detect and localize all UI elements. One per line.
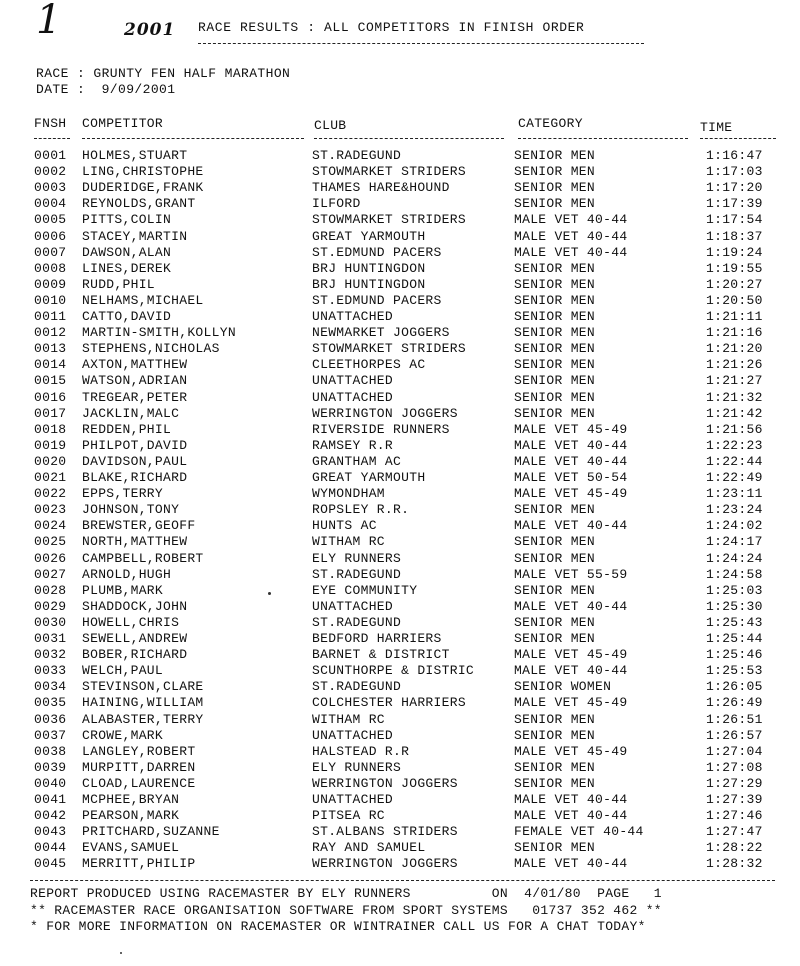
title-divider: [198, 43, 644, 44]
finish-position: 0003: [34, 180, 67, 196]
table-row: [0, 148, 800, 164]
competitor-name: ALABASTER,TERRY: [82, 711, 204, 727]
finish-position: 0037: [34, 727, 67, 743]
finish-position: 0013: [34, 341, 67, 357]
finish-position: 0010: [34, 292, 67, 308]
table-row: [0, 245, 800, 261]
competitor-name: PITTS,COLIN: [82, 212, 172, 228]
finish-position: 0028: [34, 582, 67, 598]
table-row: [0, 341, 800, 357]
club-name: ST.ALBANS STRIDERS: [312, 824, 458, 840]
handwritten-year: 2001: [124, 20, 176, 40]
finish-position: 0029: [34, 598, 67, 614]
competitor-name: MURPITT,DARREN: [82, 759, 196, 775]
finish-time: 1:22:49: [706, 470, 763, 485]
competitor-name: HAINING,WILLIAM: [82, 695, 204, 711]
finish-time: 1:19:55: [706, 260, 763, 276]
finish-position: 0036: [34, 711, 67, 727]
club-name: UNATTACHED: [312, 309, 394, 324]
table-row: [0, 454, 800, 470]
category-label: SENIOR MEN: [514, 373, 596, 389]
category-label: SENIOR MEN: [514, 260, 596, 276]
table-row: [0, 631, 800, 647]
finish-position: 0032: [34, 647, 67, 663]
header-divider: [34, 138, 70, 139]
header-divider: [518, 138, 688, 139]
footer-divider: [30, 880, 775, 881]
category-label: SENIOR MEN: [514, 164, 596, 180]
competitor-name: PLUMB,MARK: [82, 582, 164, 598]
finish-time: 1:28:32: [706, 856, 763, 872]
club-name: ST.EDMUND PACERS: [312, 244, 442, 260]
finish-time: 1:26:05: [706, 679, 763, 695]
table-row: [0, 840, 800, 856]
club-name: BRJ HUNTINGDON: [312, 260, 426, 276]
club-name: WERRINGTON JOGGERS: [312, 856, 458, 872]
club-name: WYMONDHAM: [312, 486, 385, 502]
club-name: EYE COMMUNITY: [312, 582, 418, 598]
finish-position: 0039: [34, 759, 67, 775]
competitor-name: STEPHENS,NICHOLAS: [82, 341, 220, 357]
table-row: [0, 583, 800, 599]
competitor-name: HOLMES,STUART: [82, 148, 188, 163]
finish-time: 1:17:39: [706, 196, 763, 212]
finish-position: 0034: [34, 679, 67, 695]
finish-time: 1:21:42: [706, 405, 763, 421]
category-label: SENIOR MEN: [514, 148, 596, 163]
finish-time: 1:20:27: [706, 276, 763, 292]
table-row: [0, 406, 800, 422]
table-row: [0, 357, 800, 373]
table-row: [0, 164, 800, 180]
category-label: SENIOR MEN: [514, 180, 596, 196]
finish-position: 0012: [34, 325, 67, 341]
finish-position: 0015: [34, 373, 67, 389]
category-label: MALE VET 45-49: [514, 695, 628, 711]
header-fnsh: FNSH: [34, 116, 67, 131]
finish-time: 1:23:24: [706, 502, 763, 518]
club-name: ROPSLEY R.R.: [312, 502, 410, 518]
table-row: [0, 551, 800, 567]
category-label: SENIOR MEN: [514, 502, 596, 518]
competitor-name: MERRITT,PHILIP: [82, 856, 196, 872]
finish-time: 1:17:54: [706, 212, 763, 228]
club-name: ST.RADEGUND: [312, 614, 402, 630]
club-name: THAMES HARE&HOUND: [312, 180, 450, 196]
finish-position: 0011: [34, 309, 67, 324]
club-name: ST.RADEGUND: [312, 148, 402, 163]
finish-position: 0044: [34, 840, 67, 856]
header-category: CATEGORY: [518, 116, 583, 131]
competitor-name: BOBER,RICHARD: [82, 647, 188, 663]
category-label: MALE VET 45-49: [514, 421, 628, 437]
competitor-name: CLOAD,LAURENCE: [82, 775, 196, 791]
club-name: WITHAM RC: [312, 711, 385, 727]
category-label: SENIOR MEN: [514, 196, 596, 212]
club-name: BRJ HUNTINGDON: [312, 276, 426, 292]
finish-position: 0024: [34, 518, 67, 534]
finish-position: 0031: [34, 631, 67, 646]
finish-time: 1:27:29: [706, 775, 763, 791]
finish-time: 1:25:43: [706, 614, 763, 630]
finish-time: 1:19:24: [706, 244, 763, 260]
finish-time: 1:25:03: [706, 582, 763, 598]
header-divider: [314, 138, 504, 139]
club-name: STOWMARKET STRIDERS: [312, 341, 466, 357]
finish-time: 1:22:23: [706, 437, 763, 453]
finish-position: 0008: [34, 260, 67, 276]
finish-position: 0004: [34, 196, 67, 212]
finish-time: 1:21:16: [706, 325, 763, 341]
club-name: RAY AND SAMUEL: [312, 840, 426, 856]
club-name: UNATTACHED: [312, 792, 394, 807]
category-label: SENIOR MEN: [514, 389, 596, 405]
scan-speck: [268, 592, 271, 595]
table-row: [0, 180, 800, 196]
category-label: MALE VET 45-49: [514, 486, 628, 502]
finish-position: 0026: [34, 550, 67, 566]
table-row: [0, 824, 800, 840]
table-row: [0, 390, 800, 406]
club-name: RAMSEY R.R: [312, 437, 394, 453]
finish-position: 0040: [34, 775, 67, 791]
competitor-name: DAVIDSON,PAUL: [82, 453, 188, 469]
category-label: MALE VET 45-49: [514, 647, 628, 663]
table-row: [0, 486, 800, 502]
competitor-name: BREWSTER,GEOFF: [82, 518, 196, 534]
competitor-name: JOHNSON,TONY: [82, 502, 180, 518]
finish-position: 0006: [34, 228, 67, 244]
competitor-name: WELCH,PAUL: [82, 663, 164, 679]
competitor-name: CAMPBELL,ROBERT: [82, 550, 204, 566]
club-name: ELY RUNNERS: [312, 550, 402, 566]
finish-time: 1:21:32: [706, 389, 763, 405]
category-label: MALE VET 40-44: [514, 453, 628, 469]
category-label: SENIOR MEN: [514, 534, 596, 550]
finish-time: 1:21:11: [706, 309, 763, 324]
table-row: [0, 534, 800, 550]
club-name: SCUNTHORPE & DISTRIC: [312, 663, 475, 679]
finish-position: 0023: [34, 502, 67, 518]
finish-position: 0016: [34, 389, 67, 405]
club-name: UNATTACHED: [312, 389, 394, 405]
category-label: SENIOR MEN: [514, 711, 596, 727]
competitor-name: PRITCHARD,SUZANNE: [82, 824, 220, 840]
finish-position: 0045: [34, 856, 67, 872]
table-row: [0, 728, 800, 744]
competitor-name: RUDD,PHIL: [82, 276, 155, 292]
finish-position: 0020: [34, 453, 67, 469]
competitor-name: WATSON,ADRIAN: [82, 373, 188, 389]
club-name: ILFORD: [312, 196, 361, 212]
finish-position: 0027: [34, 566, 67, 582]
competitor-name: REDDEN,PHIL: [82, 421, 172, 437]
category-label: SENIOR MEN: [514, 341, 596, 357]
table-row: [0, 599, 800, 615]
competitor-name: LANGLEY,ROBERT: [82, 743, 196, 759]
report-title: RACE RESULTS : ALL COMPETITORS IN FINISH ORDER: [198, 20, 585, 35]
category-label: SENIOR MEN: [514, 631, 596, 646]
finish-position: 0019: [34, 437, 67, 453]
table-row: [0, 229, 800, 245]
finish-time: 1:25:30: [706, 598, 763, 614]
table-row: [0, 518, 800, 534]
table-row: [0, 712, 800, 728]
competitor-name: BLAKE,RICHARD: [82, 470, 188, 485]
race-date-line: DATE : 9/09/2001: [36, 82, 176, 97]
finish-time: 1:25:44: [706, 631, 763, 646]
club-name: CLEETHORPES AC: [312, 357, 426, 373]
club-name: UNATTACHED: [312, 373, 394, 389]
club-name: HALSTEAD R.R: [312, 743, 410, 759]
table-row: [0, 744, 800, 760]
category-label: SENIOR MEN: [514, 840, 596, 856]
club-name: PITSEA RC: [312, 808, 385, 824]
finish-time: 1:16:47: [706, 148, 763, 163]
competitor-name: PHILPOT,DAVID: [82, 437, 188, 453]
table-row: [0, 438, 800, 454]
club-name: BEDFORD HARRIERS: [312, 631, 442, 646]
category-label: MALE VET 40-44: [514, 808, 628, 824]
table-row: [0, 695, 800, 711]
finish-time: 1:24:02: [706, 518, 763, 534]
club-name: GRANTHAM AC: [312, 453, 402, 469]
finish-time: 1:24:24: [706, 550, 763, 566]
finish-position: 0038: [34, 743, 67, 759]
category-label: MALE VET 40-44: [514, 244, 628, 260]
table-row: [0, 856, 800, 872]
finish-position: 0021: [34, 470, 67, 485]
competitor-name: DAWSON,ALAN: [82, 244, 172, 260]
table-row: [0, 679, 800, 695]
table-row: [0, 808, 800, 824]
finish-time: 1:27:39: [706, 792, 763, 807]
finish-time: 1:25:53: [706, 663, 763, 679]
finish-time: 1:20:50: [706, 292, 763, 308]
category-label: SENIOR MEN: [514, 405, 596, 421]
competitor-name: CROWE,MARK: [82, 727, 164, 743]
table-row: [0, 196, 800, 212]
club-name: COLCHESTER HARRIERS: [312, 695, 466, 711]
finish-time: 1:26:49: [706, 695, 763, 711]
competitor-name: EPPS,TERRY: [82, 486, 164, 502]
finish-time: 1:17:20: [706, 180, 763, 196]
race-name-line: RACE : GRUNTY FEN HALF MARATHON: [36, 66, 291, 81]
club-name: BARNET & DISTRICT: [312, 647, 450, 663]
finish-position: 0009: [34, 276, 67, 292]
club-name: GREAT YARMOUTH: [312, 470, 426, 485]
table-row: [0, 615, 800, 631]
club-name: ELY RUNNERS: [312, 759, 402, 775]
category-label: MALE VET 40-44: [514, 856, 628, 872]
finish-time: 1:21:26: [706, 357, 763, 373]
finish-time: 1:26:51: [706, 711, 763, 727]
competitor-name: STACEY,MARTIN: [82, 228, 188, 244]
finish-time: 1:27:47: [706, 824, 763, 840]
table-row: [0, 647, 800, 663]
category-label: MALE VET 50-54: [514, 470, 628, 485]
finish-position: 0007: [34, 244, 67, 260]
table-row: [0, 373, 800, 389]
footer-report-line: REPORT PRODUCED USING RACEMASTER BY ELY RUNNERS ON 4/01/80 PAGE 1: [30, 886, 662, 901]
finish-time: 1:24:58: [706, 566, 763, 582]
finish-position: 0035: [34, 695, 67, 711]
competitor-name: PEARSON,MARK: [82, 808, 180, 824]
competitor-name: MARTIN-SMITH,KOLLYN: [82, 325, 236, 341]
category-label: SENIOR MEN: [514, 309, 596, 324]
table-row: [0, 470, 800, 486]
category-label: MALE VET 40-44: [514, 518, 628, 534]
competitor-name: JACKLIN,MALC: [82, 405, 180, 421]
club-name: UNATTACHED: [312, 727, 394, 743]
finish-time: 1:17:03: [706, 164, 763, 180]
club-name: HUNTS AC: [312, 518, 377, 534]
competitor-name: DUDERIDGE,FRANK: [82, 180, 204, 196]
finish-time: 1:22:44: [706, 453, 763, 469]
finish-time: 1:27:08: [706, 759, 763, 775]
competitor-name: SEWELL,ANDREW: [82, 631, 188, 646]
category-label: MALE VET 40-44: [514, 212, 628, 228]
footer-software-line: ** RACEMASTER RACE ORGANISATION SOFTWARE FROM SPORT SYSTEMS 01737 352 462 **: [30, 903, 662, 918]
header-time: TIME: [700, 120, 733, 135]
finish-position: 0043: [34, 824, 67, 840]
finish-position: 0005: [34, 212, 67, 228]
competitor-name: HOWELL,CHRIS: [82, 614, 180, 630]
club-name: RIVERSIDE RUNNERS: [312, 421, 450, 437]
finish-time: 1:23:11: [706, 486, 763, 502]
category-label: MALE VET 45-49: [514, 743, 628, 759]
table-row: [0, 212, 800, 228]
club-name: WERRINGTON JOGGERS: [312, 775, 458, 791]
club-name: GREAT YARMOUTH: [312, 228, 426, 244]
finish-time: 1:27:46: [706, 808, 763, 824]
finish-position: 0041: [34, 792, 67, 807]
header-club: CLUB: [314, 118, 347, 133]
finish-time: 1:21:56: [706, 421, 763, 437]
table-row: [0, 760, 800, 776]
table-row: [0, 309, 800, 325]
club-name: NEWMARKET JOGGERS: [312, 325, 450, 341]
footer-info-line: * FOR MORE INFORMATION ON RACEMASTER OR WINTRAINER CALL US FOR A CHAT TODAY*: [30, 919, 646, 934]
club-name: STOWMARKET STRIDERS: [312, 164, 466, 180]
club-name: ST.RADEGUND: [312, 679, 402, 695]
table-row: [0, 277, 800, 293]
competitor-name: LINES,DEREK: [82, 260, 172, 276]
finish-time: 1:24:17: [706, 534, 763, 550]
finish-time: 1:21:20: [706, 341, 763, 357]
category-label: FEMALE VET 40-44: [514, 824, 644, 840]
competitor-name: ARNOLD,HUGH: [82, 566, 172, 582]
finish-position: 0002: [34, 164, 67, 180]
category-label: SENIOR MEN: [514, 325, 596, 341]
category-label: MALE VET 40-44: [514, 598, 628, 614]
header-competitor: COMPETITOR: [82, 116, 164, 131]
finish-position: 0001: [34, 148, 67, 163]
table-row: [0, 776, 800, 792]
club-name: STOWMARKET STRIDERS: [312, 212, 466, 228]
table-row: [0, 261, 800, 277]
competitor-name: STEVINSON,CLARE: [82, 679, 204, 695]
category-label: SENIOR MEN: [514, 357, 596, 373]
finish-position: 0022: [34, 486, 67, 502]
table-row: [0, 567, 800, 583]
category-label: SENIOR MEN: [514, 550, 596, 566]
competitor-name: EVANS,SAMUEL: [82, 840, 180, 856]
finish-position: 0030: [34, 614, 67, 630]
table-row: [0, 325, 800, 341]
finish-time: 1:26:57: [706, 727, 763, 743]
category-label: MALE VET 40-44: [514, 437, 628, 453]
category-label: SENIOR MEN: [514, 292, 596, 308]
finish-time: 1:18:37: [706, 228, 763, 244]
table-row: [0, 502, 800, 518]
scan-speck: [120, 952, 122, 954]
category-label: SENIOR MEN: [514, 727, 596, 743]
table-row: [0, 293, 800, 309]
finish-position: 0025: [34, 534, 67, 550]
competitor-name: LING,CHRISTOPHE: [82, 164, 204, 180]
handwritten-page-mark: 1: [36, 0, 62, 43]
club-name: WERRINGTON JOGGERS: [312, 405, 458, 421]
finish-position: 0033: [34, 663, 67, 679]
category-label: SENIOR MEN: [514, 614, 596, 630]
category-label: MALE VET 40-44: [514, 792, 628, 807]
category-label: SENIOR MEN: [514, 582, 596, 598]
table-row: [0, 663, 800, 679]
category-label: SENIOR MEN: [514, 276, 596, 292]
table-row: [0, 422, 800, 438]
competitor-name: REYNOLDS,GRANT: [82, 196, 196, 212]
header-divider: [82, 138, 304, 139]
finish-time: 1:28:22: [706, 840, 763, 856]
competitor-name: SHADDOCK,JOHN: [82, 598, 188, 614]
club-name: ST.EDMUND PACERS: [312, 292, 442, 308]
finish-position: 0014: [34, 357, 67, 373]
finish-position: 0017: [34, 405, 67, 421]
club-name: WITHAM RC: [312, 534, 385, 550]
competitor-name: AXTON,MATTHEW: [82, 357, 188, 373]
competitor-name: TREGEAR,PETER: [82, 389, 188, 405]
finish-position: 0018: [34, 421, 67, 437]
finish-time: 1:25:46: [706, 647, 763, 663]
competitor-name: CATTO,DAVID: [82, 309, 172, 324]
category-label: SENIOR MEN: [514, 759, 596, 775]
category-label: MALE VET 40-44: [514, 228, 628, 244]
club-name: UNATTACHED: [312, 598, 394, 614]
finish-time: 1:27:04: [706, 743, 763, 759]
competitor-name: MCPHEE,BRYAN: [82, 792, 180, 807]
header-divider: [700, 138, 776, 139]
category-label: MALE VET 55-59: [514, 566, 628, 582]
category-label: SENIOR WOMEN: [514, 679, 612, 695]
competitor-name: NORTH,MATTHEW: [82, 534, 188, 550]
category-label: MALE VET 40-44: [514, 663, 628, 679]
table-row: [0, 792, 800, 808]
finish-time: 1:21:27: [706, 373, 763, 389]
competitor-name: NELHAMS,MICHAEL: [82, 292, 204, 308]
category-label: SENIOR MEN: [514, 775, 596, 791]
finish-position: 0042: [34, 808, 67, 824]
club-name: ST.RADEGUND: [312, 566, 402, 582]
